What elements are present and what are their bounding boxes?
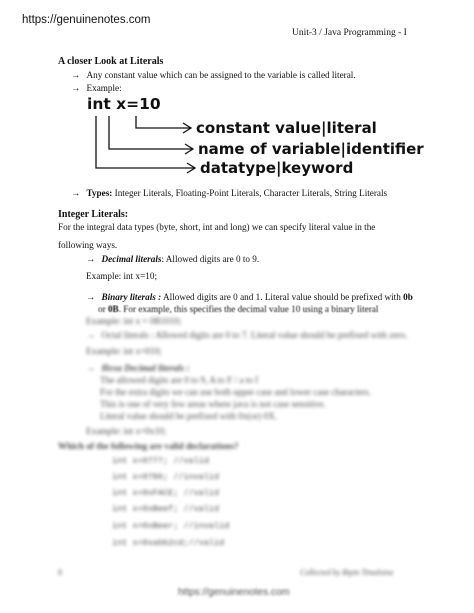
arrow-to-keyword <box>96 116 194 168</box>
binary-line-2a: or <box>98 304 108 314</box>
arrow-to-identifier <box>109 116 192 149</box>
binary-prefix-lower: 0b <box>403 292 413 302</box>
bullet-definition-text: Any constant value which can be assigned to the variable is called literal. <box>86 70 356 80</box>
footer-site-url: https://genuinenotes.com <box>178 587 290 598</box>
label-keyword: datatype|keyword <box>200 159 354 177</box>
hex-point-1: The allowed digits are 0 to 9, A to F / a to f <box>100 375 259 385</box>
types-line <box>71 188 387 198</box>
decimal-line <box>86 254 259 264</box>
page-number: 8 <box>58 568 62 577</box>
question: Which of the following are valid declarations? <box>58 441 239 451</box>
site-url: https://genuinenotes.com <box>22 14 151 26</box>
binary-line-2b: . For example, this specifies the decimal value 10 using a binary literal <box>118 304 379 314</box>
code-line-5: int x=0xBeer; //invalid <box>112 521 230 531</box>
code-line-6: int x=0xabb2cd;//valid <box>112 538 225 548</box>
binary-prefix-upper: 0B <box>107 304 119 314</box>
diagram-code: int x=10 <box>87 95 161 113</box>
bullet-example <box>71 83 122 93</box>
arrow-icon: → <box>86 330 96 340</box>
octal-example: Example: int x=010; <box>86 346 162 356</box>
types-label: Types: <box>86 188 113 198</box>
hex-point-4: Literal value should be prefixed with 0x(or) 0X. <box>100 411 278 421</box>
decimal-text: : Allowed digits are 0 to 9. <box>161 254 260 264</box>
octal-line <box>86 330 407 340</box>
octal-text: Octal literals : Allowed digits are 0 to 7. Literal value should be prefixed with zero. <box>101 330 408 340</box>
arrow-to-literal <box>136 116 190 128</box>
code-line-3: int x=0xFACE; //valid <box>112 488 220 498</box>
hex-point-3: This is one of very few areas where java is not case sensitive. <box>100 399 326 409</box>
code-line-4: int x=0xBeef; //valid <box>112 504 220 514</box>
integer-line-1: For the integral data types (byte, short, int and long) we can specify literal value in the <box>58 222 376 232</box>
hex-title <box>86 363 190 373</box>
bullet-definition <box>71 70 356 80</box>
label-literal: constant value|literal <box>196 119 377 137</box>
unit-header: Unit-3 / Java Programming - I <box>292 28 407 38</box>
types-text: Integer Literals, Floating-Point Literals, Character Literals, String Literals <box>112 188 388 198</box>
hex-point-2: For the extra digits we can use both upper case and lower case characters. <box>100 387 371 397</box>
arrow-icon: → <box>86 254 96 264</box>
binary-line-2 <box>98 304 378 314</box>
binary-text: Allowed digits are 0 and 1. Literal value should be prefixed with <box>161 292 404 302</box>
code-line-1: int x=0777; //valid <box>112 456 209 466</box>
arrow-icon: → <box>86 363 96 373</box>
code-line-2: int x=0786; //invalid <box>112 472 220 482</box>
arrow-icon: → <box>71 83 81 93</box>
binary-example: Example: int x = 0B1010; <box>86 316 182 326</box>
integer-line-2: following ways. <box>58 240 118 250</box>
binary-label: Binary literals : <box>101 292 162 302</box>
section-title: A closer Look at Literals <box>58 56 164 67</box>
hex-title-text: Hexa Decimal literals : <box>101 363 190 373</box>
arrow-icon: → <box>71 188 81 198</box>
bullet-example-text: Example: <box>86 83 122 93</box>
decimal-label: Decimal literals <box>101 254 162 264</box>
binary-line-1 <box>86 292 413 302</box>
decimal-example: Example: int x=10; <box>86 271 158 281</box>
arrow-icon: → <box>71 70 81 80</box>
integer-title: Integer Literals: <box>58 209 129 220</box>
author-credit: Collected by Bipin Timalsina <box>300 568 394 577</box>
arrow-icon: → <box>86 292 96 302</box>
hex-example: Example: int x=0x10; <box>86 426 167 436</box>
label-identifier: name of variable|identifier <box>198 140 424 158</box>
